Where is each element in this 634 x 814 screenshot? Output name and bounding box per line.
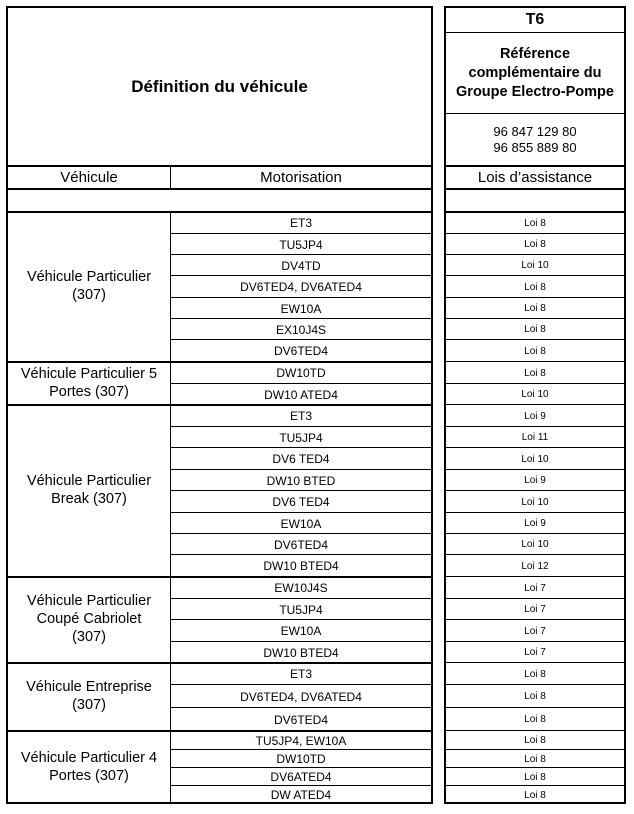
row-line [444, 707, 626, 708]
vehicle-cell: Véhicule Particulier Break (307) [26, 473, 152, 507]
frame-top-right [444, 6, 626, 8]
law-cell: Loi 9 [524, 475, 546, 486]
row-line [170, 426, 431, 427]
group-line [6, 576, 433, 578]
row-line [444, 447, 626, 448]
reference-number: 96 855 889 80 [493, 140, 577, 155]
law-cell: Loi 10 [521, 389, 549, 400]
motorisation-cell: EW10J4S [274, 581, 328, 595]
vehicle-cell: Véhicule Particulier 5 Portes (307) [20, 365, 158, 400]
definition-title: Définition du véhicule [131, 76, 308, 96]
reference-label: Référence complémentaire du Groupe Electro-Pompe [456, 45, 614, 100]
row-line [170, 641, 431, 642]
row-line [444, 233, 626, 234]
col-header-vehicle: Véhicule [60, 168, 118, 186]
row-line [444, 297, 626, 298]
group-line-right [444, 361, 626, 362]
law-cell: Loi 7 [524, 647, 546, 658]
group-line-right [444, 576, 626, 577]
row-line [444, 426, 626, 427]
row-line [170, 785, 431, 786]
law-cell: Loi 8 [524, 691, 546, 702]
blank-line-left [6, 211, 433, 213]
motorisation-cell: DV6TED4, DV6ATED4 [240, 689, 362, 704]
vehicle-cell: Véhicule Particulier (307) [26, 269, 152, 303]
law-cell: Loi 10 [521, 539, 549, 550]
vehicle-cell: Véhicule Particulier Coupé Cabriolet (307) [26, 593, 152, 645]
motorisation-cell: DV6 TED4 [272, 452, 330, 466]
row-line [170, 233, 431, 234]
motorisation-cell: DV6TED4, DV6ATED4 [240, 280, 362, 294]
law-cell: Loi 8 [524, 668, 546, 680]
row-line [170, 749, 431, 750]
row-line [170, 254, 431, 255]
vehicle-cell: Véhicule Entreprise (307) [26, 679, 152, 713]
motorisation-cell: DW ATED4 [270, 788, 332, 802]
law-cell: Loi 8 [524, 753, 546, 765]
row-line [170, 598, 431, 599]
law-cell: Loi 11 [521, 432, 549, 443]
row-line [170, 707, 431, 708]
header-line-right [444, 165, 626, 167]
reference-number: 96 847 129 80 [493, 124, 577, 139]
motorisation-cell: DV6ATED4 [270, 770, 332, 784]
motorisation-cell: DV6TED4 [273, 344, 329, 358]
group-line [6, 662, 433, 664]
law-cell: Loi 8 [524, 217, 546, 229]
row-line [170, 554, 431, 555]
motorisation-cell: TU5JP4 [279, 237, 323, 252]
motorisation-cell: TU5JP4 [279, 602, 323, 617]
row-line [170, 533, 431, 534]
motorisation-cell: DW10TD [276, 366, 326, 380]
motorisation-cell: DV6 TED4 [272, 495, 330, 509]
law-cell: Loi 8 [524, 281, 546, 293]
row-line [444, 318, 626, 319]
frame-bottom-left [6, 802, 433, 804]
col-sep-body [170, 211, 171, 802]
row-line [170, 297, 431, 298]
law-cell: Loi 10 [521, 260, 549, 271]
row-line [444, 785, 626, 786]
row-line [444, 749, 626, 750]
row-line [170, 318, 431, 319]
col-header-motorisation: Motorisation [260, 168, 342, 186]
row-line [444, 533, 626, 534]
frame-bottom-right [444, 802, 626, 804]
motorisation-cell: DW10 BTED4 [263, 559, 339, 573]
row-line [170, 767, 431, 768]
motorisation-cell: DW10 BTED [266, 473, 336, 488]
row-line [444, 383, 626, 384]
law-cell: Loi 8 [524, 239, 546, 250]
vehicle-cell: Véhicule Particulier 4 Portes (307) [20, 749, 158, 784]
row-line [170, 447, 431, 448]
motorisation-cell: EX10J4S [275, 322, 327, 337]
colhdr-line-left [6, 188, 433, 190]
law-cell: Loi 8 [524, 303, 546, 314]
motorisation-cell: DW10TD [276, 752, 326, 766]
row-line [170, 684, 431, 685]
motorisation-cell: DV6TED4 [273, 712, 329, 727]
ref-top-line [444, 32, 626, 33]
row-line [444, 619, 626, 620]
row-line [444, 554, 626, 555]
motorisation-cell: TU5JP4, EW10A [255, 733, 347, 748]
row-line [444, 254, 626, 255]
row-line [444, 339, 626, 340]
row-line [170, 512, 431, 513]
law-cell: Loi 7 [524, 582, 546, 594]
ref-mid-line [444, 113, 626, 114]
law-cell: Loi 8 [524, 345, 546, 357]
table-code: T6 [525, 11, 545, 28]
motorisation-cell: ET3 [289, 667, 312, 681]
row-line [170, 490, 431, 491]
row-line [444, 490, 626, 491]
law-cell: Loi 8 [524, 367, 546, 379]
law-cell: Loi 8 [524, 789, 546, 801]
motorisation-cell: EW10A [280, 516, 322, 531]
blank-line-right [444, 211, 626, 213]
row-line [170, 619, 431, 620]
row-line [170, 275, 431, 276]
row-line [170, 339, 431, 340]
motorisation-cell: DW10 ATED4 [264, 387, 338, 402]
row-line [444, 684, 626, 685]
motorisation-cell: DV6TED4 [273, 537, 329, 552]
group-line-right [444, 730, 626, 731]
motorisation-cell: TU5JP4 [279, 430, 323, 445]
frame-top-left [6, 6, 433, 8]
motorisation-cell: DW10 BTED4 [263, 645, 339, 660]
law-cell: Loi 8 [524, 714, 546, 725]
group-line [6, 730, 433, 732]
motorisation-cell: DV4TD [281, 258, 321, 273]
group-line [6, 361, 433, 363]
row-line [444, 469, 626, 470]
colhdr-line-right [444, 188, 626, 190]
motorisation-cell: ET3 [289, 409, 312, 423]
group-line-right [444, 662, 626, 663]
motorisation-cell: EW10A [280, 624, 322, 638]
header-line-left [6, 165, 433, 167]
law-cell: Loi 8 [524, 735, 546, 746]
row-line [444, 641, 626, 642]
row-line [444, 767, 626, 768]
law-cell: Loi 10 [521, 453, 549, 465]
law-cell: Loi 7 [524, 604, 546, 615]
motorisation-cell: EW10A [280, 301, 322, 316]
col-header-laws: Lois d’assistance [477, 168, 593, 186]
law-cell: Loi 8 [524, 771, 546, 783]
group-line-right [444, 404, 626, 405]
law-cell: Loi 9 [524, 518, 546, 529]
row-line [170, 469, 431, 470]
law-cell: Loi 9 [524, 410, 546, 422]
row-line [444, 512, 626, 513]
group-line [6, 404, 433, 406]
law-cell: Loi 7 [524, 625, 546, 637]
col-sep-header [170, 165, 171, 188]
law-cell: Loi 12 [521, 560, 549, 572]
reference-numbers [446, 124, 624, 158]
row-line [444, 598, 626, 599]
motorisation-cell: ET3 [289, 216, 312, 230]
law-cell: Loi 10 [521, 496, 549, 508]
row-line [170, 383, 431, 384]
row-line [444, 275, 626, 276]
law-cell: Loi 8 [524, 324, 546, 335]
